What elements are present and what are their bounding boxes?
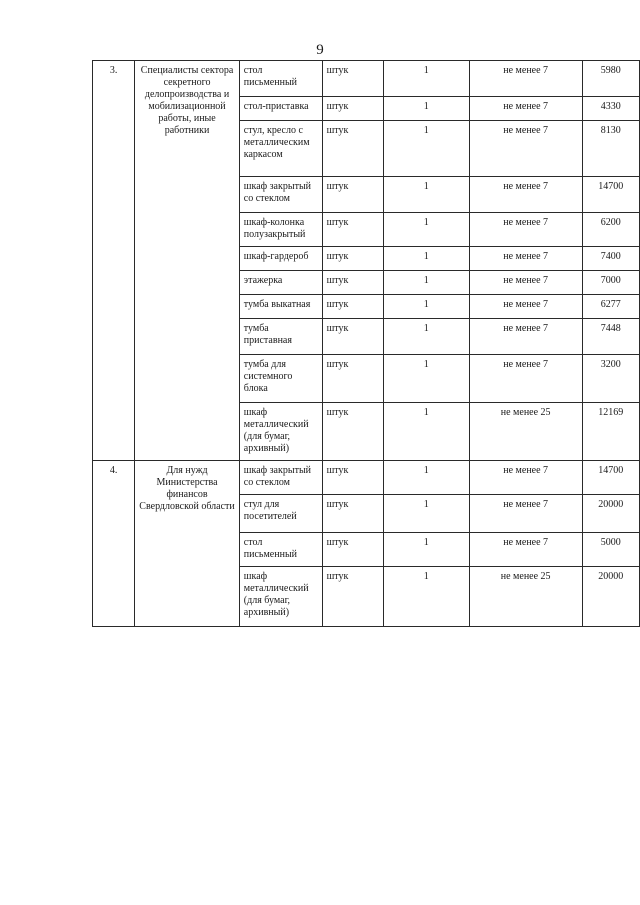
item-name-cell: шкаф-колонка полузакрытый xyxy=(239,213,322,247)
quantity-cell: 1 xyxy=(383,567,469,627)
price-cell: 5980 xyxy=(582,61,639,97)
unit-cell: штук xyxy=(322,461,383,495)
group-number: 4. xyxy=(93,461,135,627)
item-name-cell: стул для посетителей xyxy=(239,495,322,533)
unit-cell: штук xyxy=(322,295,383,319)
item-name-cell: стол письменный xyxy=(239,61,322,97)
service-life-cell: не менее 25 xyxy=(469,567,582,627)
price-cell: 7000 xyxy=(582,271,639,295)
service-life-cell: не менее 7 xyxy=(469,533,582,567)
service-life-cell: не менее 7 xyxy=(469,121,582,177)
service-life-cell: не менее 7 xyxy=(469,213,582,247)
quantity-cell: 1 xyxy=(383,533,469,567)
price-cell: 7400 xyxy=(582,247,639,271)
table-body xyxy=(93,61,640,627)
group-number: 3. xyxy=(93,61,135,461)
unit-cell: штук xyxy=(322,177,383,213)
price-cell: 20000 xyxy=(582,495,639,533)
quantity-cell: 1 xyxy=(383,461,469,495)
group-category: Для нужд Министерства финансов Свердловской области xyxy=(135,461,240,627)
unit-cell: штук xyxy=(322,121,383,177)
service-life-cell: не менее 7 xyxy=(469,177,582,213)
quantity-cell: 1 xyxy=(383,295,469,319)
quantity-cell: 1 xyxy=(383,121,469,177)
unit-cell: штук xyxy=(322,271,383,295)
item-name-cell: тумба для системного блока xyxy=(239,355,322,403)
quantity-cell: 1 xyxy=(383,355,469,403)
service-life-cell: не менее 7 xyxy=(469,355,582,403)
unit-cell: штук xyxy=(322,61,383,97)
quantity-cell: 1 xyxy=(383,61,469,97)
service-life-cell: не менее 7 xyxy=(469,495,582,533)
quantity-cell: 1 xyxy=(383,177,469,213)
unit-cell: штук xyxy=(322,319,383,355)
quantity-cell: 1 xyxy=(383,495,469,533)
unit-cell: штук xyxy=(322,97,383,121)
price-cell: 14700 xyxy=(582,177,639,213)
unit-cell: штук xyxy=(322,355,383,403)
item-name-cell: шкаф металлический (для бумаг, архивный) xyxy=(239,567,322,627)
price-cell: 7448 xyxy=(582,319,639,355)
item-name-cell: шкаф-гардероб xyxy=(239,247,322,271)
quantity-cell: 1 xyxy=(383,403,469,461)
service-life-cell: не менее 7 xyxy=(469,319,582,355)
service-life-cell: не менее 7 xyxy=(469,271,582,295)
unit-cell: штук xyxy=(322,495,383,533)
quantity-cell: 1 xyxy=(383,271,469,295)
price-cell: 4330 xyxy=(582,97,639,121)
price-cell: 5000 xyxy=(582,533,639,567)
page-number: 9 xyxy=(316,42,324,58)
price-cell: 6200 xyxy=(582,213,639,247)
table-row xyxy=(93,61,640,97)
quantity-cell: 1 xyxy=(383,213,469,247)
item-name-cell: шкаф закрытый со стеклом xyxy=(239,461,322,495)
unit-cell: штук xyxy=(322,403,383,461)
item-name-cell: тумба приставная xyxy=(239,319,322,355)
price-cell: 20000 xyxy=(582,567,639,627)
quantity-cell: 1 xyxy=(383,247,469,271)
price-cell: 6277 xyxy=(582,295,639,319)
quantity-cell: 1 xyxy=(383,97,469,121)
furniture-norms-table xyxy=(92,60,640,627)
item-name-cell: этажерка xyxy=(239,271,322,295)
service-life-cell: не менее 7 xyxy=(469,61,582,97)
group-category: Специалисты сектора секретного делопроизводства и мобилизационной работы, иные работники xyxy=(135,61,240,461)
item-name-cell: стол письменный xyxy=(239,533,322,567)
quantity-cell: 1 xyxy=(383,319,469,355)
service-life-cell: не менее 25 xyxy=(469,403,582,461)
price-cell: 8130 xyxy=(582,121,639,177)
unit-cell: штук xyxy=(322,533,383,567)
item-name-cell: стол-приставка xyxy=(239,97,322,121)
item-name-cell: стул, кресло с металлическим каркасом xyxy=(239,121,322,177)
service-life-cell: не менее 7 xyxy=(469,97,582,121)
item-name-cell: тумба выкатная xyxy=(239,295,322,319)
service-life-cell: не менее 7 xyxy=(469,247,582,271)
unit-cell: штук xyxy=(322,213,383,247)
item-name-cell: шкаф металлический (для бумаг, архивный) xyxy=(239,403,322,461)
table-row xyxy=(93,461,640,495)
price-cell: 14700 xyxy=(582,461,639,495)
service-life-cell: не менее 7 xyxy=(469,461,582,495)
price-cell: 12169 xyxy=(582,403,639,461)
unit-cell: штук xyxy=(322,567,383,627)
service-life-cell: не менее 7 xyxy=(469,295,582,319)
unit-cell: штук xyxy=(322,247,383,271)
price-cell: 3200 xyxy=(582,355,639,403)
item-name-cell: шкаф закрытый со стеклом xyxy=(239,177,322,213)
